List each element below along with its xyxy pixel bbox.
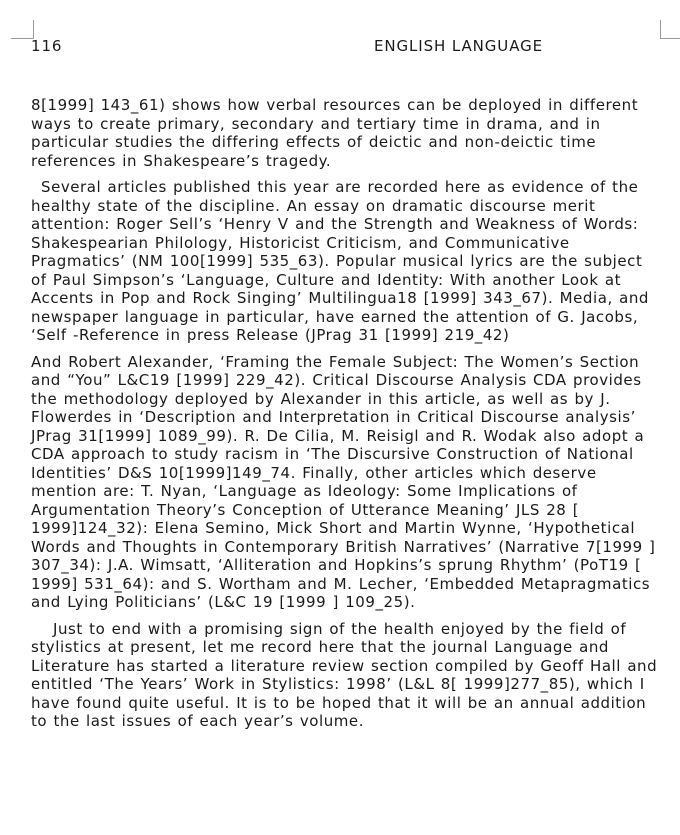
- body-text: [31, 96, 663, 739]
- paragraph: Just to end with a promising sign of the health enjoyed by the field of stylistics at present, let me record here that the journal Language and Literature has started a literature review section compiled by Geoff Hall and entitled ‘The Years’ Work in Stylistics: 1998’ (L&L 8[ 1999]277_85), which I have found quite useful. It is to be hoped that it will be an annual addition to the last issues of each year’s volume.: [31, 619, 658, 730]
- running-title: ENGLISH LANGUAGE: [374, 37, 543, 55]
- crop-mark-top-right: [660, 20, 680, 39]
- page-header: [31, 37, 543, 59]
- paragraph: And Robert Alexander, ‘Framing the Female Subject: The Women’s Section and “You” L&C19 [1999] 229_42). Critical Discourse Analysis CDA provides the methodology deployed by Alexander in this article, as well as by J. Flowerdes in ‘Description and Interpretation in Critical Discourse analysis’ JPrag 31[1999] 1089_99). R. De Cilia, M. Reisigl and R. Wodak also adopt a CDA approach to study racism in ‘The Discursive Construction of National Identities’ D&S 10[1999]149_74. Finally, other articles which deserve mention are: T. Nyan, ‘Language as Ideology: Some Implications of Argumentation Theory’s Conception of Utterance Meaning’ JLS 28 [ 1999]124_32): Elena Semino, Mick Short and Martin Wynne, ‘Hypothetical Words and Thoughts in Contemporary British Narratives’ (Narrative 7[1999 ] 307_34): J.A. Wimsatt, ‘Alliteration and Hopkins’s sprung Rhythm’ (PoT19 [ 1999] 531_64): and S. Wortham and M. Lecher, ‘Embedded Metapragmatics and Lying Politicians’ (L&C 19 [1999 ] 109_25).: [31, 352, 656, 611]
- paragraph: 8[1999] 143_61) shows how verbal resources can be deployed in different ways to create primary, secondary and tertiary time in drama, and in particular studies the differing effects of deictic and non-deictic time references in Shakespeare’s tragedy.: [31, 96, 639, 170]
- paragraph: Several articles published this year are recorded here as evidence of the healthy state of the discipline. An essay on dramatic discourse merit attention: Roger Sell’s ‘Henry V and the Strength and Weakness of Words: Shakespearian Philology, Historicist Criticism, and Communicative Pragmatics’ (NM 100[1999] 535_63). Popular musical lyrics are the subject of Paul Simpson’s ‘Language, Culture and Identity: With another Look at Accents in Pop and Rock Singing’ Multilingua18 [1999] 343_67). Media, and newspaper language in particular, have earned the attention of G. Jacobs, ‘Self -Reference in press Release (JPrag 31 [1999] 219_42): [31, 178, 649, 344]
- page-number: 116: [31, 37, 63, 55]
